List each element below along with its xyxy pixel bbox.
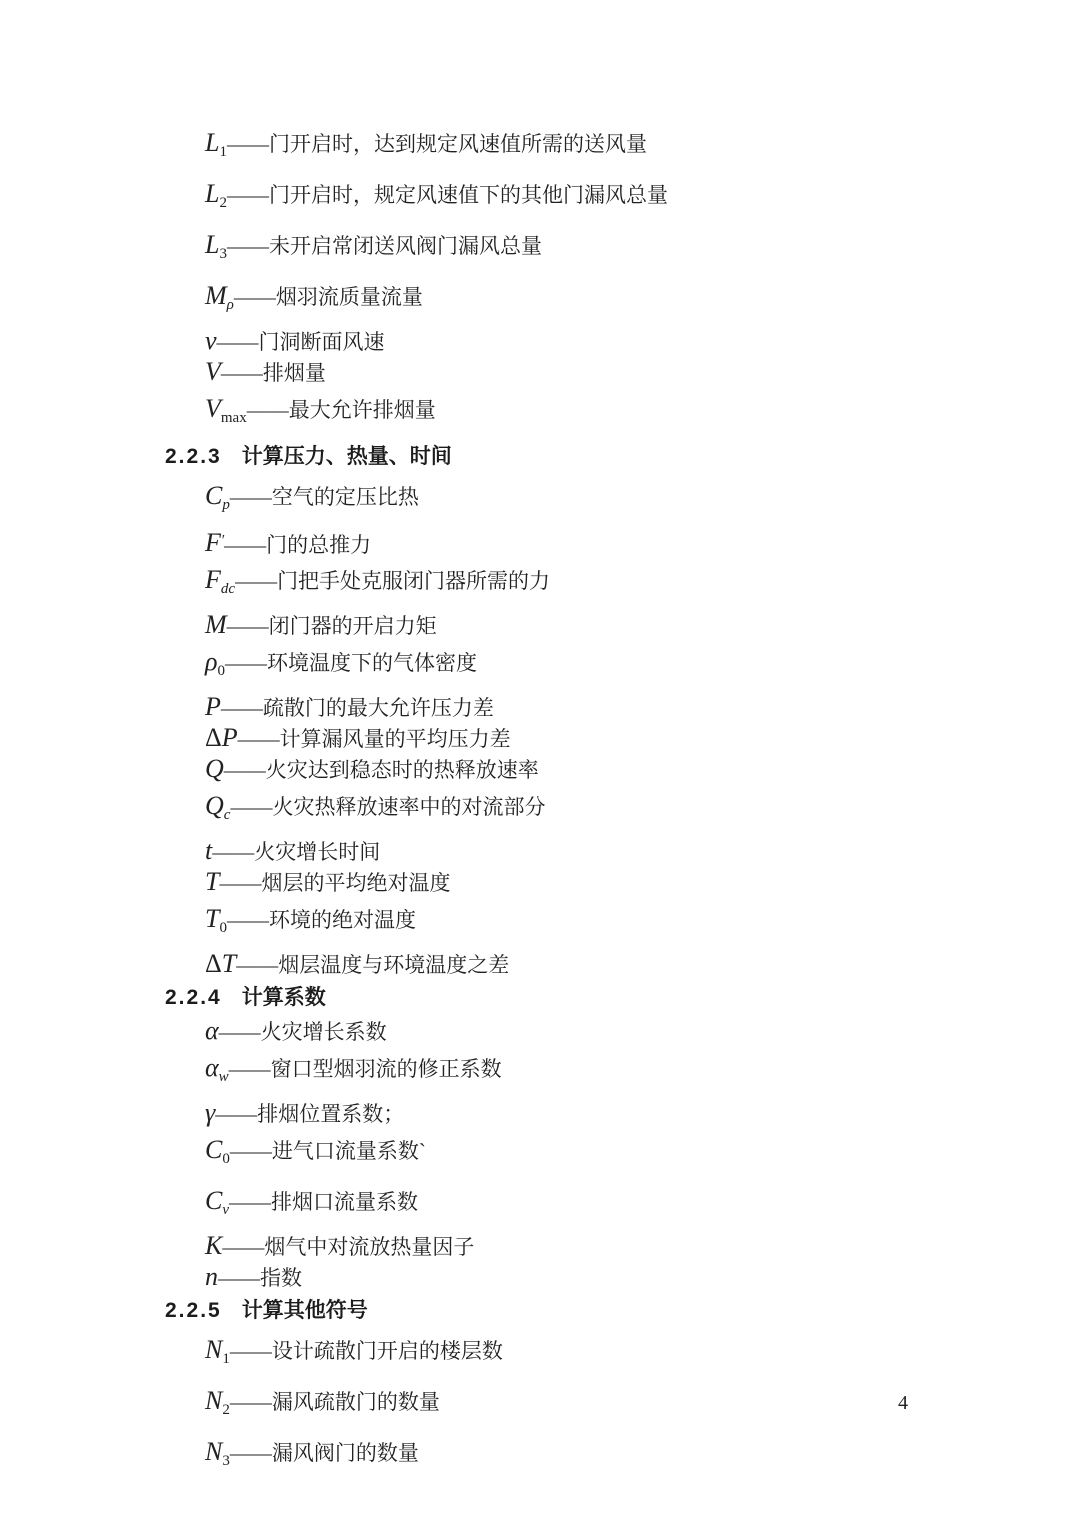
definition-text: 火灾热释放速率中的对流部分 (272, 795, 546, 820)
symbol (205, 1334, 230, 1367)
definition-text: 窗口型烟羽流的修正系数 (270, 1057, 502, 1082)
symbol-main: N (205, 1385, 223, 1415)
symbol-main: n (205, 1261, 218, 1291)
symbol (205, 610, 227, 639)
dash-separator: —— (235, 569, 278, 594)
symbol (205, 128, 227, 160)
symbol (205, 178, 227, 211)
symbol (205, 1262, 218, 1291)
symbol-definition-line (205, 898, 925, 949)
symbol-subscript: 3 (222, 1452, 230, 1469)
symbol (205, 1098, 215, 1127)
symbol-main: N (205, 1436, 223, 1466)
symbol-main: M (205, 610, 227, 640)
section-number: 2.2.3 (165, 444, 222, 468)
symbol-definition-line (205, 526, 925, 560)
definition-text: 门开启时，规定风速值下的其他门漏风总量 (268, 182, 668, 207)
dash-separator: —— (230, 795, 273, 820)
dash-separator: —— (229, 1190, 272, 1214)
symbol-main: C (205, 480, 223, 510)
symbol-subscript: c (223, 807, 231, 824)
dash-separator: —— (212, 840, 255, 865)
symbol-prefix: Δ (205, 949, 222, 979)
dash-separator: —— (222, 1234, 265, 1259)
dash-separator: —— (229, 1139, 272, 1164)
definition-text: 最大允许排烟量 (288, 397, 436, 422)
section-number: 2.2.5 (165, 1298, 222, 1322)
definition-text: 火灾增长系数 (260, 1020, 387, 1045)
definition-text: 漏风阀门的数量 (271, 1440, 419, 1465)
dash-separator: —— (224, 651, 267, 676)
definition-text: 排烟口流量系数 (271, 1190, 419, 1214)
symbol-main: Q (205, 754, 224, 784)
symbol-definition-line (205, 949, 925, 980)
definition-text: 烟羽流质量流量 (275, 284, 423, 309)
symbol-subscript: dc (220, 581, 236, 598)
symbol (205, 1385, 230, 1418)
symbol (205, 326, 217, 355)
symbol-definition-line (205, 1129, 925, 1180)
symbol-main: α (205, 1053, 219, 1083)
symbol-subscript: 0 (222, 1151, 230, 1167)
dash-separator: —— (226, 132, 269, 156)
section-heading (165, 981, 925, 1015)
symbol-main: L (205, 229, 220, 259)
definition-text: 未开启常闭送风阀门漏风总量 (268, 233, 542, 258)
symbol-definition-line (205, 388, 925, 439)
symbol-definition-line (205, 867, 925, 898)
symbol-subscript: 2 (222, 1401, 230, 1418)
symbol-definition-line (205, 785, 925, 836)
symbol (205, 393, 247, 426)
symbol (205, 280, 234, 313)
symbol-subscript: p (222, 496, 230, 513)
symbol (205, 480, 230, 513)
symbol-subscript: 1 (219, 143, 227, 160)
dash-separator: —— (218, 1265, 260, 1290)
symbol-main: F (205, 528, 221, 558)
symbol-definition-line (205, 173, 925, 224)
definition-text: 漏风疏散门的数量 (271, 1389, 440, 1414)
symbol-main: V (205, 356, 221, 386)
section-title: 计算压力、热量、时间 (241, 444, 452, 468)
definition-text: 排烟位置系数； (257, 1102, 405, 1127)
definition-text: 火灾增长时间 (254, 840, 381, 865)
definition-text: 环境的绝对温度 (268, 908, 416, 933)
symbol-definition-line (205, 1231, 925, 1262)
definition-text: 烟层的平均绝对温度 (261, 871, 451, 896)
definition-text: 门把手处克服闭门器所需的力 (277, 569, 551, 594)
symbol (205, 949, 236, 978)
symbol-main: N (205, 1334, 223, 1364)
symbol-definition-line (205, 357, 925, 388)
definition-text: 设计疏散门开启的楼层数 (271, 1338, 503, 1363)
symbol (205, 1436, 230, 1469)
dash-separator: —— (233, 284, 276, 309)
dash-separator: —— (229, 484, 272, 509)
symbol-subscript: 0 (219, 920, 227, 937)
symbol (205, 528, 224, 557)
symbol-main: M (205, 280, 227, 310)
definition-text: 空气的定压比热 (271, 484, 419, 509)
definition-text: 环境温度下的气体密度 (266, 651, 477, 676)
symbol-main: V (205, 393, 221, 423)
symbol-subscript: 2 (219, 194, 227, 211)
symbol (205, 867, 219, 896)
dash-separator: —— (216, 329, 259, 354)
symbol (205, 1186, 230, 1218)
symbol-subscript: ρ (226, 296, 234, 313)
symbol-prime: ′ (220, 532, 225, 549)
symbol (205, 229, 227, 262)
symbol (205, 754, 224, 783)
symbol-subscript: 0 (217, 663, 225, 680)
symbol (205, 647, 225, 680)
definition-text: 排烟量 (262, 360, 326, 385)
symbol-main: T (205, 904, 220, 934)
definition-text: 指数 (260, 1265, 302, 1290)
symbol-main: F (205, 565, 221, 595)
symbol (205, 1135, 230, 1167)
symbol-definition-line (205, 754, 925, 785)
symbol (205, 904, 227, 937)
symbol-main: Q (205, 791, 224, 821)
symbol-subscript: 3 (219, 245, 227, 262)
symbol-definition-line (205, 1380, 925, 1431)
symbol-definition-line (205, 1329, 925, 1380)
symbol-definition-line (205, 224, 925, 275)
dash-separator: —— (226, 908, 269, 933)
definition-text: 门的总推力 (266, 532, 372, 557)
section-heading (165, 1294, 925, 1328)
symbol-definition-line (205, 1262, 925, 1293)
dash-separator: —— (215, 1102, 258, 1127)
symbol-main: L (205, 178, 220, 208)
symbol-definition-line (205, 122, 925, 173)
symbol-definition-line (205, 559, 925, 610)
symbol-definition-line (205, 723, 925, 754)
document-body (165, 122, 925, 1482)
definition-text: 疏散门的最大允许压力差 (262, 696, 494, 721)
symbol (205, 357, 221, 386)
symbol-subscript: 1 (222, 1350, 230, 1367)
dash-separator: —— (224, 532, 267, 557)
symbol-main: t (205, 836, 213, 866)
symbol-prefix: Δ (205, 723, 222, 753)
symbol-definition-line (205, 692, 925, 723)
symbol-main: P (221, 723, 238, 753)
definition-text: 门开启时，达到规定风速值所需的送风量 (268, 132, 647, 156)
symbol-subscript: max (220, 409, 247, 426)
dash-separator: —— (228, 1057, 271, 1082)
symbol (205, 565, 236, 598)
symbol-main: α (205, 1016, 219, 1046)
symbol-definition-line (205, 475, 925, 526)
symbol-main: T (205, 867, 220, 897)
symbol-definition-line (205, 326, 925, 357)
dash-separator: —— (229, 1440, 272, 1465)
dash-separator: —— (236, 953, 279, 978)
dash-separator: —— (223, 758, 266, 783)
symbol-main: ρ (205, 647, 218, 677)
symbol (205, 1016, 219, 1045)
symbol-definition-line (205, 275, 925, 326)
definition-text: 火灾达到稳态时的热释放速率 (265, 758, 539, 783)
section-number: 2.2.4 (165, 986, 222, 1010)
page-number: 4 (898, 1392, 908, 1414)
symbol-definition-line (205, 836, 925, 867)
symbol-definition-line (205, 1180, 925, 1231)
symbol-main: γ (205, 1098, 216, 1128)
definition-text: 进气口流量系数` (271, 1139, 426, 1164)
symbol-main: P (205, 692, 221, 722)
section-heading (165, 440, 925, 474)
symbol-definition-line (205, 1431, 925, 1482)
symbol-main: v (205, 325, 217, 355)
symbol (205, 692, 221, 721)
definition-text: 闭门器的开启力矩 (268, 614, 437, 639)
definition-text: 门洞断面风速 (258, 329, 385, 354)
section-title: 计算系数 (241, 986, 326, 1010)
dash-separator: —— (218, 1020, 261, 1045)
definition-text: 计算漏风量的平均压力差 (279, 727, 511, 752)
symbol (205, 1053, 229, 1086)
symbol-main: C (205, 1135, 223, 1165)
dash-separator: —— (226, 614, 269, 639)
dash-separator: —— (226, 233, 269, 258)
dash-separator: —— (219, 871, 262, 896)
symbol (205, 791, 231, 824)
symbol-definition-line (205, 610, 925, 641)
dash-separator: —— (229, 1389, 272, 1414)
symbol (205, 723, 238, 752)
symbol-main: K (205, 1230, 223, 1260)
symbol (205, 1231, 222, 1260)
dash-separator: —— (220, 696, 263, 721)
symbol-definition-line (205, 1016, 925, 1047)
section-title: 计算其他符号 (241, 1298, 368, 1322)
dash-separator: —— (226, 182, 269, 207)
symbol-definition-line (205, 641, 925, 692)
symbol-main: C (205, 1186, 223, 1215)
dash-separator: —— (237, 727, 280, 752)
dash-separator: —— (246, 397, 289, 422)
dash-separator: —— (220, 360, 263, 385)
definition-text: 烟气中对流放热量因子 (264, 1234, 475, 1259)
definition-text: 烟层温度与环境温度之差 (278, 953, 510, 978)
symbol-main: L (205, 128, 220, 157)
symbol-subscript: v (222, 1201, 230, 1218)
symbol-main: T (221, 949, 237, 979)
symbol-definition-line (205, 1047, 925, 1098)
symbol-subscript: w (218, 1069, 229, 1086)
dash-separator: —— (229, 1338, 272, 1363)
symbol-definition-line (205, 1098, 925, 1129)
